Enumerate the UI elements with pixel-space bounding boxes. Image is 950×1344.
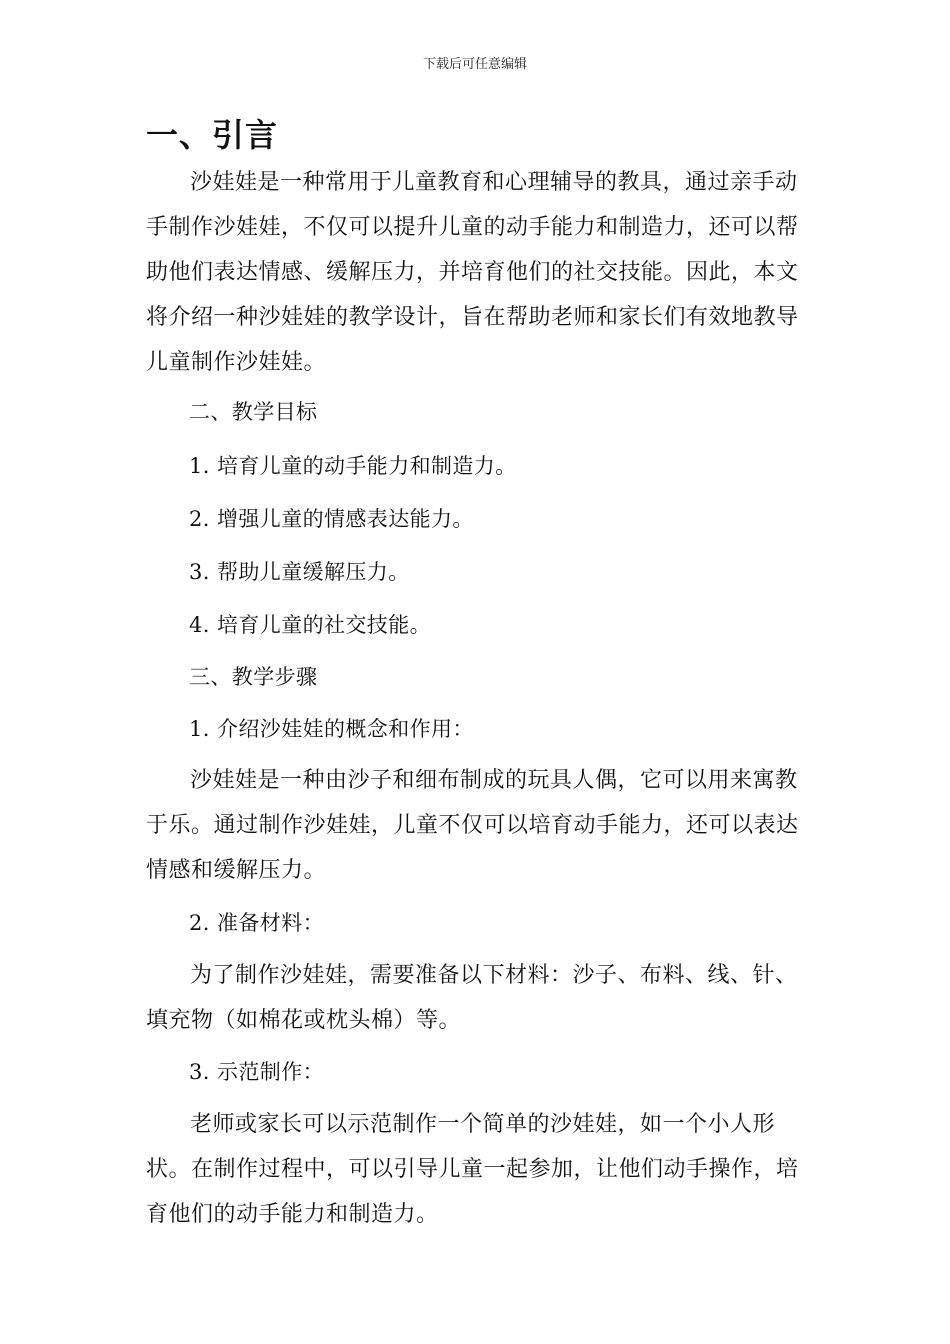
- goal-item-1-text: 培育儿童的动手能力和制造力。: [217, 454, 517, 478]
- step-3-number: 3.: [189, 1060, 210, 1084]
- step-2-label: [189, 908, 324, 938]
- goal-item-1-number: 1.: [189, 454, 210, 478]
- goal-item-4-number: 4.: [189, 613, 210, 637]
- step-2-label-text: 准备材料：: [217, 911, 324, 935]
- steps-title: 三、教学步骤: [189, 665, 318, 689]
- goal-item-4: [189, 610, 431, 640]
- goal-item-3-text: 帮助儿童缓解压力。: [217, 560, 410, 584]
- goal-item-3: [189, 557, 410, 587]
- step-2-number: 2.: [189, 911, 210, 935]
- goal-item-4-text: 培育儿童的社交技能。: [217, 613, 431, 637]
- goals-title: 二、教学目标: [189, 400, 318, 424]
- step-3-label-text: 示范制作：: [217, 1060, 324, 1084]
- goal-item-1: [189, 451, 517, 481]
- goal-item-2: [189, 504, 474, 534]
- step-3-label: [189, 1057, 324, 1087]
- intro-paragraph: 沙娃娃是一种常用于儿童教育和心理辅导的教具，通过亲手动手制作沙娃娃，不仅可以提升儿童的动手能力和制造力，还可以帮助他们表达情感、缓解压力，并培育他们的社交技能。因此，本文将介绍一种沙娃娃的教学设计，旨在帮助老师和家长们有效地教导儿童制作沙娃娃。: [146, 170, 799, 375]
- step-1-number: 1.: [189, 717, 210, 741]
- page-header: 下载后可任意编辑: [422, 57, 527, 72]
- step-1-paragraph: 沙娃娃是一种由沙子和细布制成的玩具人偶，它可以用来寓教于乐。通过制作沙娃娃，儿童不仅可以培育动手能力，还可以表达情感和缓解压力。: [146, 768, 799, 883]
- goal-item-2-number: 2.: [189, 507, 210, 531]
- intro-title: 一、引言: [146, 116, 279, 154]
- step-1-label-text: 介绍沙娃娃的概念和作用：: [217, 717, 474, 741]
- step-1-label: [189, 714, 474, 744]
- step-2-paragraph: 为了制作沙娃娃，需要准备以下材料：沙子、布料、线、针、填充物（如棉花或枕头棉）等。: [146, 963, 798, 1033]
- step-3-paragraph: 老师或家长可以示范制作一个简单的沙娃娃，如一个小人形状。在制作过程中，可以引导儿童一起参加，让他们动手操作，培育他们的动手能力和制造力。: [146, 1112, 799, 1227]
- goal-item-3-number: 3.: [189, 560, 210, 584]
- goal-item-2-text: 增强儿童的情感表达能力。: [217, 507, 474, 531]
